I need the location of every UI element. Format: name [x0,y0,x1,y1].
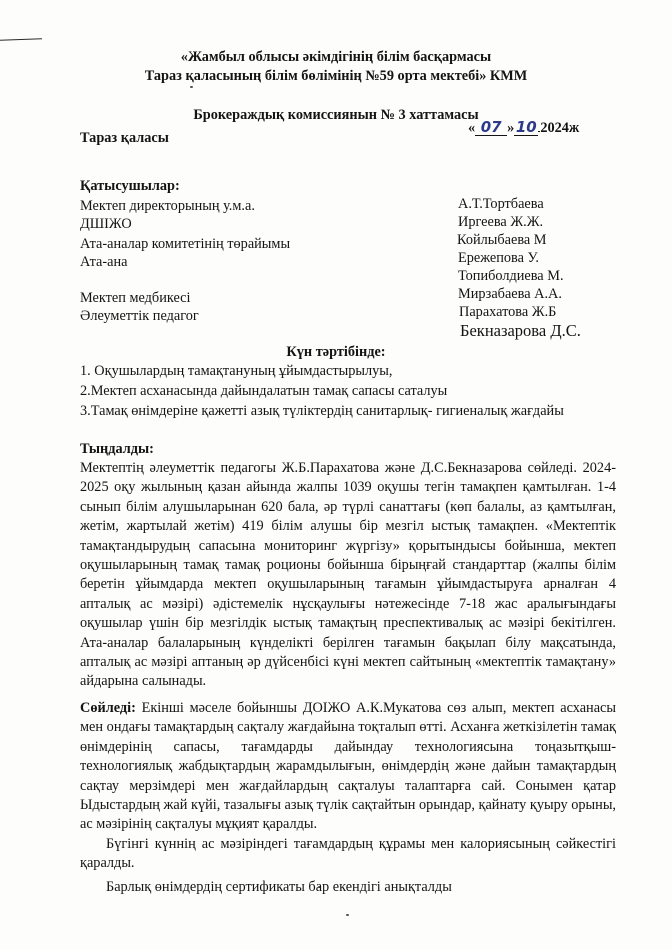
scan-artifact-dot [346,914,349,916]
agenda-heading: Күн тәртібінде: [286,344,386,360]
date-year: 2024ж [540,120,580,136]
agenda-item: 3.Тамақ өнімдеріне қажетті азық түліктердің санитарлық- гигиеналық жағдайы [80,403,564,419]
spoke-paragraph [80,699,616,835]
participant-role: Әлеуметтік педагог [80,308,199,324]
participant-name: Бекназарова Д.С. [460,321,581,340]
participant-role: Ата-ана [80,254,128,270]
participant-role: ДШІЖО [80,216,132,232]
scan-artifact-dot [190,86,193,88]
header-line-2: Тараз қаласының білім бөлімінің №59 орта мектебі» КММ [144,68,528,84]
scan-artifact-line [0,38,42,40]
agenda-item: 1. Оқушылардың тамақтануның ұйымдастырылуы, [80,363,393,379]
participant-name: Парахатова Ж.Б [459,304,557,320]
date-close-quote: » [507,120,515,136]
date [468,119,579,138]
participant-name: Койлыбаева М [457,232,547,248]
listened-text [80,459,616,692]
listened-paragraph: Мектептің әлеуметтік педагогы Ж.Б.Парахатова және Д.С.Бекназарова сөйледі. 2024-2025 оқу жылының қазан айында жалпы 1039 оқушы тегін тамақпен қамтылған. 1-4 сынып білім алушыларынан 620 бала, әр түрлі санаттағы (көп балалы, аз қамтылған, жетім, жартылай жетім) 419 білім алушы бір мезгіл ыстық тамақпен. «Мектептік тамақтандырудың сапасына мониторинг жүргізу» қорытындысы бойынша, мектеп оқушыларының тамақ тамақ роционы бойынша бірыңғай стандарттар (жалпы білім беретін ұйымдарда мектеп оқушыларының тағамын ұйымдастыруға арналған 4 апталық ас мәзірі) әдістемелік нұсқаулығы нәтежесінде 7-18 жас аралығындағы оқушылар үшін бір мезгілдік ыстық тамақтың преспективалық ас мәзірі бекітілген. Ата-аналар балаларының күнделікті берілген тағамын бақылап білу мақсатында, апталық ас мәзірі аптаның әр дүйсенбісі күні мектеп сайтының «мектептік тамақтану» айдарына салынады. [80,460,616,690]
listened-heading: Тыңдалды: [80,441,154,457]
participant-name: Иргеева Ж.Ж. [458,214,544,230]
participants-heading: Қатысушылар: [80,178,180,194]
participant-name: А.Т.Тортбаева [458,196,544,212]
participant-name: Мирзабаева А.А. [458,286,562,302]
agenda-item: 2.Мектеп асханасында дайындалатын тамақ сапасы саталуы [80,383,448,399]
date-day: 07 [475,119,507,136]
spoke-text: Екінші мәселе бойыншы ДОІЖО А.К.Мукатова сөз алып, мектеп асханасы мен ондағы тамақтардың сақталу жағдайына тоқталып өтті. Асханға жеткізілетін тамақ өнімдерінің сапасы, тағамдарды дайындау технологиясына тоңазытқыш- технологиялық жабдықтардың жарамдылығын, өнімдердің және дайын тамақтардың сақтау мерзімдері мен жағдайлардың сақталуы талаптарға сай. Сонымен қатар Ыдыстардың жай күйі, тазалығы азық түлік сақтайтын орындар, қайнату қуыру орыны, ас мәзірінің сақталуы мұқият қаралды. [80,700,616,833]
participant-name: Топиболдиева М. [458,268,564,284]
date-open-quote: « [468,120,476,136]
place: Тараз қаласы [80,130,169,146]
spoke-paragraph-2: Бүгінгі күннің ас мәзіріндегі тағамдардың құрамы мен калориясының сәйкестігі қаралды. [80,835,616,872]
header-line-1: «Жамбыл облысы әкімдігінің білім басқармасы [180,49,492,65]
participant-name: Ережепова У. [458,250,539,266]
date-month: 10 [515,118,537,136]
participant-role: Мектеп директорының у.м.а. [80,198,255,214]
spoke-label: Сөйледі: [80,700,136,716]
participant-role: Ата-аналар комитетінің төрайымы [80,236,291,252]
document-title: Брокераждық комиссиянын № 3 хаттамасы [193,107,479,123]
spoke-paragraph-3: Барлық өнімдердің сертификаты бар екендігі анықталды [106,878,452,895]
spoke-section [80,699,616,897]
participant-role: Мектеп медбикесі [80,290,191,306]
